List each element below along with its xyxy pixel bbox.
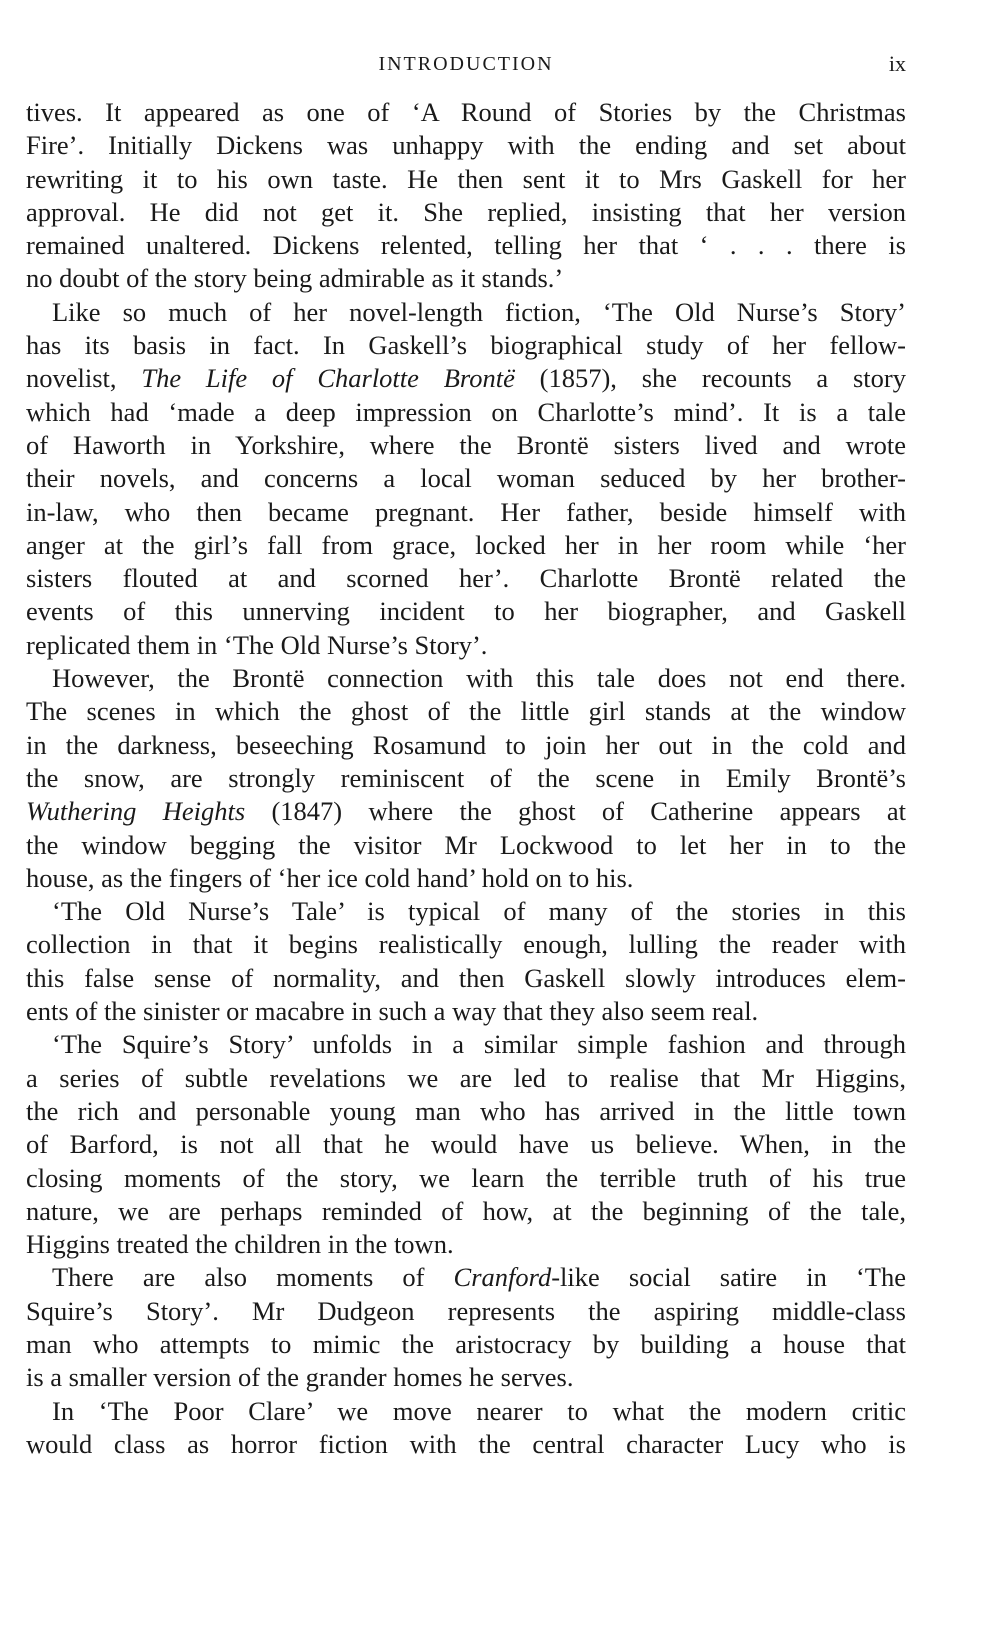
text-run: (1857), she recounts a story <box>514 363 906 394</box>
text-line: anger at the girl’s fall from grace, locked her in her room while ‘her <box>26 529 906 560</box>
italic-title: Wuthering Heights <box>26 796 246 827</box>
page-number: ix <box>888 51 906 76</box>
text-line: Squire’s Story’. Mr Dudgeon represents the aspiring middle-class <box>26 1295 906 1326</box>
text-line: the rich and personable young man who has arrived in the little town <box>26 1095 906 1126</box>
paragraph <box>26 1028 906 1261</box>
text-line: in-law, who then became pregnant. Her father, beside himself with <box>26 496 906 527</box>
text-line: a series of subtle revelations we are led to realise that Mr Higgins, <box>26 1062 906 1093</box>
text-line: is a smaller version of the grander homes he serves. <box>26 1362 574 1393</box>
running-title: INTRODUCTION <box>378 53 554 75</box>
italic-title: The Life of Charlotte Brontë <box>141 363 515 394</box>
text-line: approval. He did not get it. She replied, insisting that her version <box>26 196 906 227</box>
italic-title: Cranford <box>453 1262 552 1293</box>
text-line: which had ‘made a deep impression on Charlotte’s mind’. It is a tale <box>26 396 906 427</box>
paragraph <box>26 1395 906 1462</box>
text-line: of Barford, is not all that he would have us believe. When, in the <box>26 1129 906 1160</box>
text-line <box>26 795 906 828</box>
text-line: their novels, and concerns a local woman seduced by her brother- <box>26 463 906 494</box>
text-line: in the darkness, beseeching Rosamund to join her out in the cold and <box>26 729 906 760</box>
text-line: the snow, are strongly reminiscent of the scene in Emily Brontë’s <box>26 762 906 793</box>
text-line: man who attempts to mimic the aristocracy by building a house that <box>26 1328 906 1359</box>
text-line: replicated them in ‘The Old Nurse’s Story’. <box>26 629 488 660</box>
text-run: novelist, <box>26 363 142 394</box>
text-run: -like social satire in ‘The <box>551 1262 906 1293</box>
text-line: However, the Brontë connection with this tale does not end there. <box>52 663 906 694</box>
text-line: events of this unnerving incident to her biographer, and Gaskell <box>26 596 906 627</box>
text-line: ‘The Old Nurse’s Tale’ is typical of many of the stories in this <box>52 896 906 927</box>
body-text <box>26 96 906 1461</box>
text-line: In ‘The Poor Clare’ we move nearer to what the modern critic <box>52 1395 906 1426</box>
paragraph <box>26 1261 906 1394</box>
text-line: of Haworth in Yorkshire, where the Brontë sisters lived and wrote <box>26 429 906 460</box>
text-line: Higgins treated the children in the town. <box>26 1229 454 1260</box>
text-line: ‘The Squire’s Story’ unfolds in a similar simple fashion and through <box>52 1029 906 1060</box>
text-line: Fire’. Initially Dickens was unhappy with the ending and set about <box>26 130 906 161</box>
text-line: would class as horror fiction with the central character Lucy who is <box>26 1428 906 1459</box>
text-run: (1847) where the ghost of Catherine appears at <box>245 796 906 827</box>
text-line <box>26 1261 906 1294</box>
text-line: collection in that it begins realistically enough, lulling the reader with <box>26 929 906 960</box>
paragraph <box>26 895 906 1028</box>
text-line: rewriting it to his own taste. He then sent it to Mrs Gaskell for her <box>26 163 906 194</box>
paragraph <box>26 662 906 895</box>
text-line: this false sense of normality, and then Gaskell slowly introduces elem- <box>26 962 906 993</box>
text-line: The scenes in which the ghost of the little girl stands at the window <box>26 696 906 727</box>
text-line <box>26 362 906 395</box>
text-line: nature, we are perhaps reminded of how, at the beginning of the tale, <box>26 1195 906 1226</box>
paragraph <box>26 296 906 662</box>
text-line: Like so much of her novel-length fiction, ‘The Old Nurse’s Story’ <box>52 296 906 327</box>
text-line: ents of the sinister or macabre in such a way that they also seem real. <box>26 996 759 1027</box>
text-line: closing moments of the story, we learn the terrible truth of his true <box>26 1162 906 1193</box>
text-run: There are also moments of <box>52 1262 454 1293</box>
text-line: the window begging the visitor Mr Lockwood to let her in to the <box>26 829 906 860</box>
paragraph <box>26 96 906 296</box>
text-line: no doubt of the story being admirable as it stands.’ <box>26 263 564 294</box>
running-head <box>26 46 906 82</box>
text-line: has its basis in fact. In Gaskell’s biographical study of her fellow- <box>26 330 906 361</box>
text-line: sisters flouted at and scorned her’. Charlotte Brontë related the <box>26 563 906 594</box>
text-line: house, as the fingers of ‘her ice cold hand’ hold on to his. <box>26 862 634 893</box>
text-line: remained unaltered. Dickens relented, telling her that ‘ . . . there is <box>26 230 906 261</box>
text-line: tives. It appeared as one of ‘A Round of Stories by the Christmas <box>26 97 906 127</box>
